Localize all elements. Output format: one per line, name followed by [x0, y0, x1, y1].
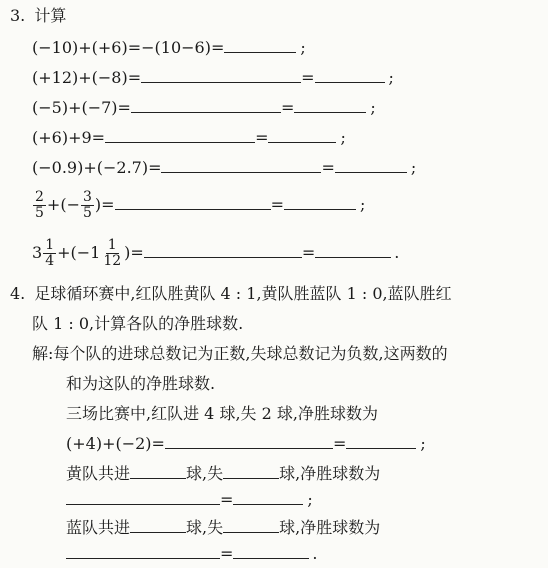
fraction [101, 238, 123, 269]
answer-blank[interactable] [294, 98, 366, 113]
expression: (+6)+9= [32, 128, 106, 147]
solution-line-3 [66, 404, 378, 424]
q4-number: 4. [10, 284, 26, 303]
expression: (+12)+(−8)= [32, 68, 142, 87]
answer-blank[interactable] [115, 195, 271, 210]
equals-sign: = [255, 128, 269, 147]
q3-title: 计算 [34, 6, 67, 25]
q3-number: 3. [10, 6, 26, 25]
operator: )= [124, 243, 144, 262]
semicolon: ; [307, 490, 313, 509]
answer-blank[interactable] [165, 434, 333, 449]
equals-sign: = [332, 434, 347, 453]
blue-text: 蓝队共进 [66, 518, 131, 537]
answer-blank[interactable] [66, 490, 220, 505]
answer-blank[interactable] [130, 518, 186, 533]
semicolon: ; [300, 38, 306, 57]
yellow-text: 球,失 [186, 464, 224, 483]
period: . [312, 544, 318, 563]
equals-sign: = [301, 68, 315, 87]
q4-text: 足球循环赛中,红队胜黄队 4 : 1,黄队胜蓝队 1 : 0,蓝队胜红 [34, 284, 452, 303]
answer-blank[interactable] [233, 490, 303, 505]
answer-blank[interactable] [161, 158, 321, 173]
answer-blank[interactable] [224, 38, 296, 53]
answer-blank[interactable] [315, 68, 385, 83]
yellow-team-line [66, 464, 380, 484]
period: . [394, 243, 400, 262]
answer-blank[interactable] [131, 98, 281, 113]
semicolon: ; [359, 195, 366, 214]
semicolon: ; [370, 98, 376, 117]
answer-blank[interactable] [223, 464, 279, 479]
q4-text: 队 1 : 0,计算各队的净胜球数. [32, 314, 244, 333]
semicolon: ; [340, 128, 346, 147]
denominator: 12 [103, 253, 122, 269]
q3-header [10, 6, 66, 26]
equals-sign: = [321, 158, 335, 177]
fraction [33, 190, 46, 221]
semicolon: ; [420, 434, 426, 453]
equals-sign: = [220, 544, 234, 563]
answer-blank[interactable] [141, 68, 301, 83]
denominator: 5 [35, 205, 44, 221]
operator: +(− [46, 195, 80, 214]
answer-blank[interactable] [335, 158, 407, 173]
numerator: 3 [82, 189, 92, 205]
fraction [43, 238, 56, 269]
denominator: 5 [82, 205, 92, 221]
answer-blank[interactable] [268, 128, 336, 143]
answer-blank[interactable] [284, 195, 356, 210]
q3-line-2 [32, 68, 394, 88]
equals-sign: = [280, 98, 295, 117]
blue-text: 球,失 [186, 518, 224, 537]
numerator: 1 [45, 237, 55, 253]
whole-number: 3 [32, 243, 43, 262]
answer-blank[interactable] [144, 243, 302, 258]
equals-sign: = [301, 243, 316, 262]
blue-team-calc [66, 544, 318, 564]
blue-team-line [66, 518, 380, 538]
q3-line-6 [32, 186, 365, 224]
semicolon: ; [388, 68, 394, 87]
yellow-text: 黄队共进 [66, 464, 131, 483]
numerator: 1 [107, 237, 117, 253]
q3-line-1 [32, 38, 306, 58]
answer-blank[interactable] [346, 434, 416, 449]
expression: (−0.9)+(−2.7)= [32, 158, 162, 177]
fraction [81, 190, 94, 221]
equals-sign: = [270, 195, 284, 214]
expression: (−5)+(−7)= [32, 98, 131, 117]
answer-blank[interactable] [223, 518, 279, 533]
solution-line-1 [32, 344, 448, 364]
q4-line-2 [32, 314, 243, 334]
solution-text: 和为这队的净胜球数. [66, 374, 216, 393]
yellow-text: 球,净胜球数为 [279, 464, 381, 483]
equals-sign: = [220, 490, 234, 509]
solution-text: 三场比赛中,红队进 4 球,失 2 球,净胜球数为 [66, 404, 378, 423]
q4-line-1 [10, 284, 452, 304]
numerator: 2 [35, 189, 44, 205]
solution-line-2 [66, 374, 215, 394]
q3-line-3 [32, 98, 376, 118]
solution-text: 每个队的进球总数记为正数,失球总数记为负数,这两数的 [53, 344, 448, 363]
solution-label: 解: [32, 344, 54, 363]
answer-blank[interactable] [105, 128, 255, 143]
answer-blank[interactable] [66, 544, 220, 559]
yellow-team-calc [66, 490, 313, 510]
expression: (−10)+(+6)=−(10−6)= [32, 38, 225, 57]
operator: )= [94, 195, 115, 214]
semicolon: ; [410, 158, 417, 177]
denominator: 4 [45, 253, 55, 269]
red-team-calc [66, 434, 426, 454]
answer-blank[interactable] [130, 464, 186, 479]
q3-line-4 [32, 128, 346, 148]
answer-blank[interactable] [315, 243, 391, 258]
blue-text: 球,净胜球数为 [279, 518, 381, 537]
operator: +(−1 [57, 243, 101, 262]
q3-line-7 [32, 234, 399, 272]
q3-line-5 [32, 158, 416, 178]
expression: (+4)+(−2)= [66, 434, 165, 453]
answer-blank[interactable] [233, 544, 309, 559]
